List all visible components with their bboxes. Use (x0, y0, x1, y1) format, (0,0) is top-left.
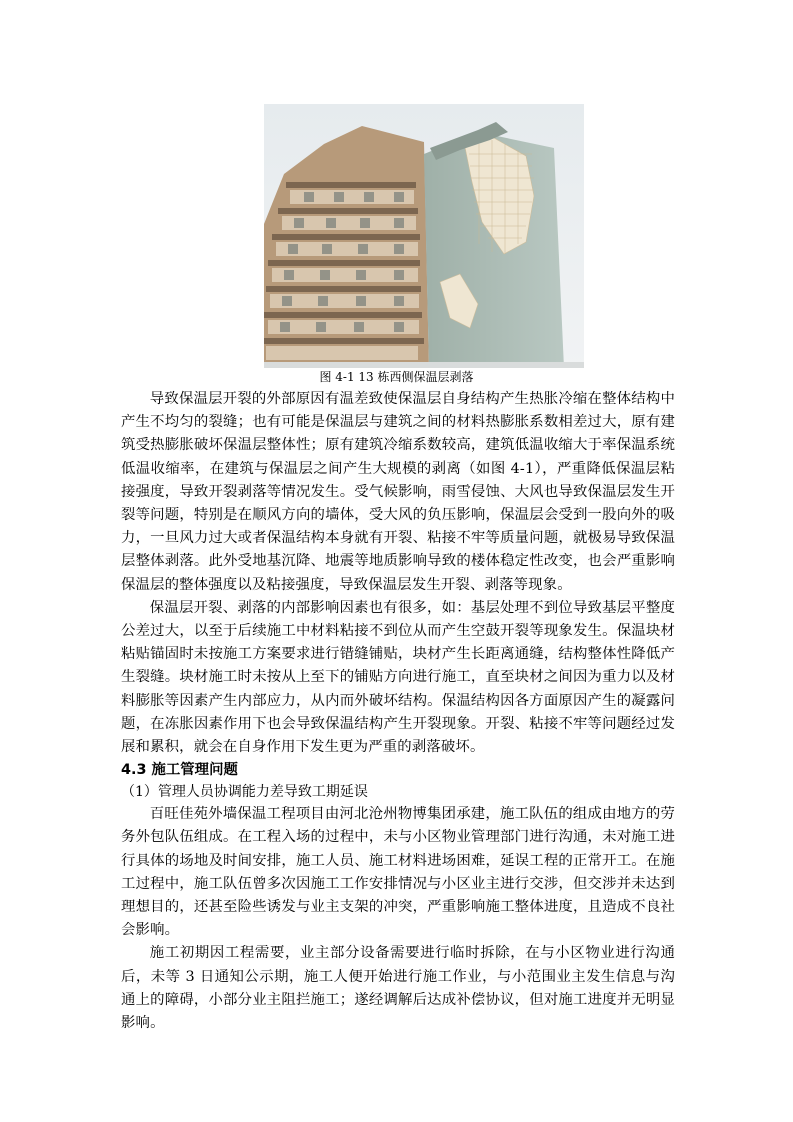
section-heading: 4.3 施工管理问题 (121, 762, 238, 779)
building-photo (264, 104, 584, 368)
figure-caption: 图 4-1 13 栋西侧保温层剥落 (319, 370, 474, 384)
paragraph-project-coordination: 百旺佳苑外墙保温工程项目由河北沧州物博集团承建，施工队伍的组成由地方的劳务外包队伍组成。在工程入场的过程中，未与小区物业管理部门进行沟通，未对施工进行具体的场地及时间安排，施工人员、施工材料进场困难，延误工程的正常开工。在施工过程中，施工队伍曾多次因施工工作安排情况与小区业主进行交涉，但交涉并未达到理想目的，还甚至险些诱发与业主支架的冲突，严重影响施工整体进度，且造成不良社会影响。 (121, 806, 675, 939)
building-photo-illustration (264, 104, 584, 368)
paragraph-early-construction: 施工初期因工程需要，业主部分设备需要进行临时拆除，在与小区物业进行沟通后，未等 3 日通知公示期，施工人便开始进行施工作业，与小范围业主发生信息与沟通上的障碍，小部分业主阻拦施工；遂经调解后达成补偿协议，但对施工进度并无明显影响。 (121, 945, 675, 1032)
paragraph-external-causes: 导致保温层开裂的外部原因有温差致使保温层自身结构产生热胀冷缩在整体结构中产生不均匀的裂缝；也有可能是保温层与建筑之间的材料热膨胀系数相差过大，原有建筑受热膨胀破坏保温层整体性；原有建筑冷缩系数较高，建筑低温收缩大于率保温系统低温收缩率，在建筑与保温层之间产生大规模的剥离（如图 4-1），严重降低保温层粘接强度，导致开裂剥落等情况发生。受气候影响，雨雪侵蚀、大风也导致保温层发生开裂等问题，特别是在顺风方向的墙体，受大风的负压影响，保温层会受到一股向外的吸力，一旦风力过大或者保温结构本身就有开裂、粘接不牢等质量问题，就极易导致保温层整体剥落。此外受地基沉降、地震等地质影响导致的楼体稳定性改变，也会严重影响保温层的整体强度以及粘接强度，导致保温层发生开裂、剥落等现象。 (121, 391, 675, 593)
paragraph-internal-causes: 保温层开裂、剥落的内部影响因素也有很多，如：基层处理不到位导致基层平整度公差过大，以至于后续施工中材料粘接不到位从而产生空鼓开裂等现象发生。保温块材粘贴锚固时未按施工方案要求进行错缝铺贴，块材产生长距离通缝，结构整体性降低产生裂缝。块材施工时未按从上至下的铺贴方向进行施工，直至块材之间因为重力以及材料膨胀等因素产生内部应力，从内而外破坏结构。保温结构因各方面原因产生的凝露问题，在冻胀因素作用下也会导致保温结构产生开裂现象。开裂、粘接不牢等问题经过发展和累积，就会在自身作用下发生更为严重的剥落破坏。 (121, 599, 675, 756)
body-text (121, 388, 675, 1035)
subsection-heading: （1）管理人员协调能力差导致工期延误 (121, 784, 368, 801)
